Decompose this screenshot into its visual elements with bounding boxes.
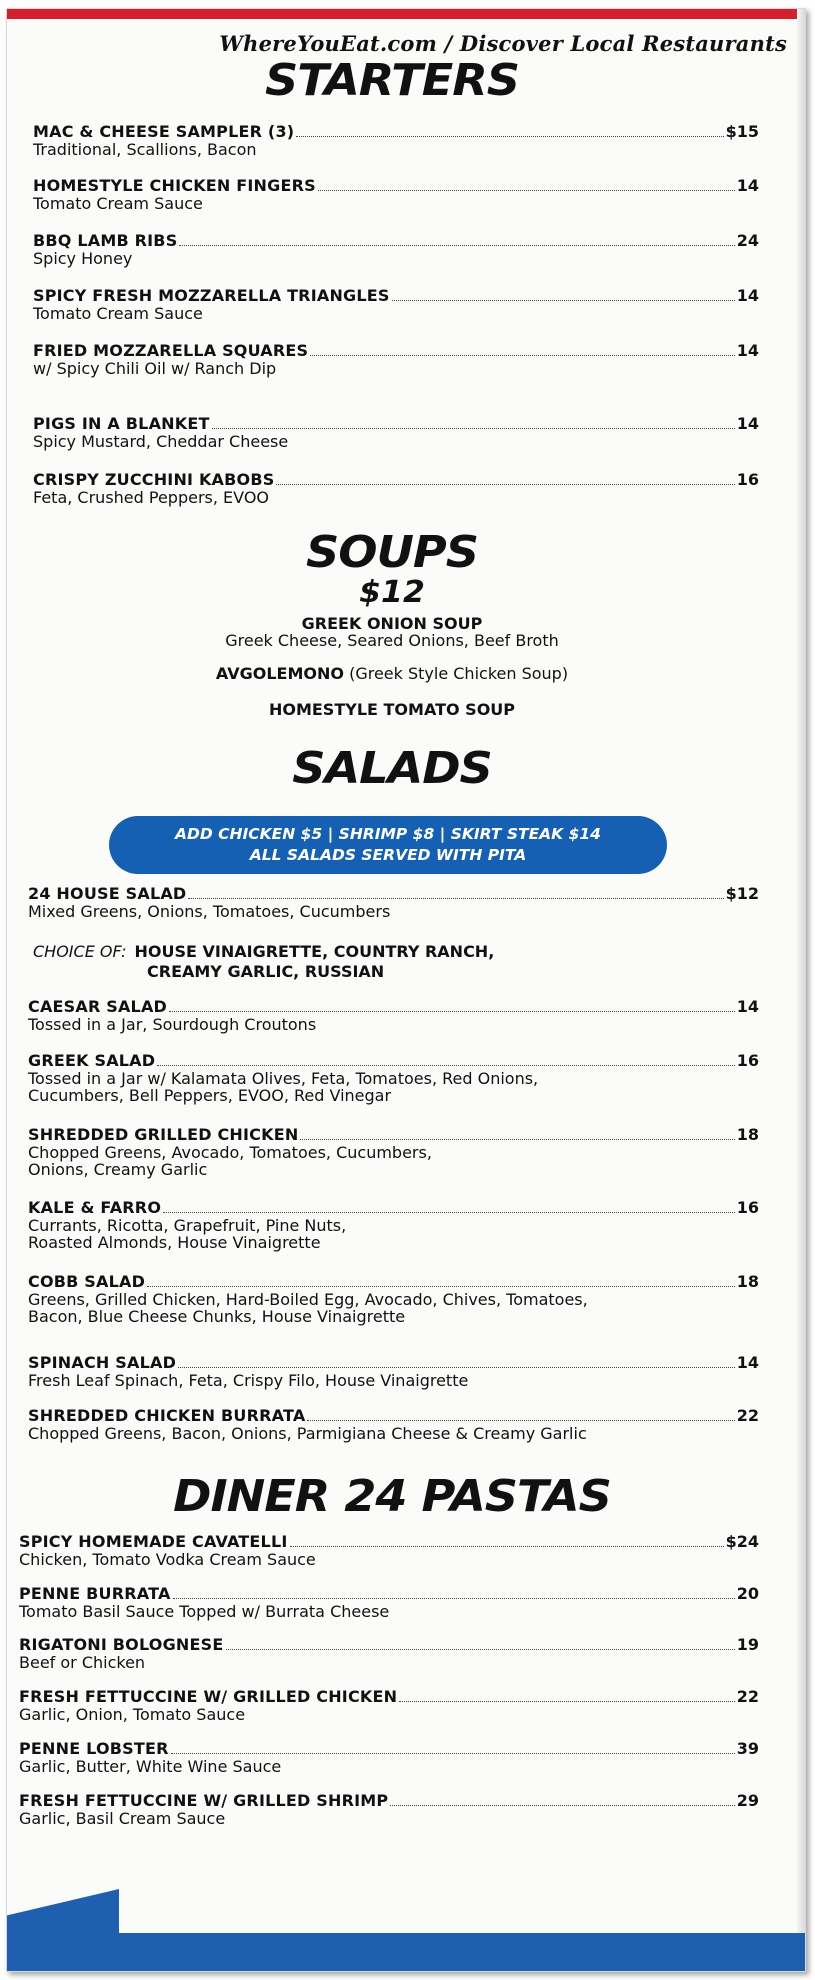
menu-item-description: Mixed Greens, Onions, Tomatoes, Cucumbers bbox=[28, 902, 391, 921]
menu-item bbox=[33, 177, 759, 212]
menu-item bbox=[19, 1636, 759, 1671]
dot-leader bbox=[157, 1065, 734, 1066]
menu-item-description: Tossed in a Jar, Sourdough Croutons bbox=[28, 1015, 317, 1034]
menu-item-price: 20 bbox=[736, 1584, 759, 1603]
menu-item bbox=[28, 885, 759, 920]
menu-item-description: Cucumbers, Bell Peppers, EVOO, Red Vinegar bbox=[28, 1086, 392, 1105]
menu-item-row bbox=[28, 1407, 759, 1425]
dot-leader bbox=[399, 1701, 735, 1702]
menu-item bbox=[19, 1740, 759, 1775]
menu-item bbox=[33, 232, 759, 267]
menu-item bbox=[19, 1688, 759, 1723]
menu-item-description: Roasted Almonds, House Vinaigrette bbox=[28, 1233, 321, 1252]
soup-greek-onion-name: GREEK ONION SOUP bbox=[301, 614, 483, 633]
menu-item-price: $12 bbox=[725, 884, 759, 903]
menu-item bbox=[19, 1792, 759, 1827]
menu-item-price: 19 bbox=[736, 1635, 759, 1654]
choice-line-2: CREAMY GARLIC, RUSSIAN bbox=[147, 962, 385, 981]
menu-item-row bbox=[33, 123, 759, 141]
menu-item-name: CAESAR SALAD bbox=[28, 997, 168, 1016]
dot-leader bbox=[307, 1420, 734, 1421]
menu-item bbox=[19, 1585, 759, 1620]
soup-greek-onion-desc: Greek Cheese, Seared Onions, Beef Broth bbox=[225, 631, 559, 650]
menu-item bbox=[28, 1354, 759, 1389]
soup-tomato-name: HOMESTYLE TOMATO SOUP bbox=[268, 700, 516, 719]
soup-avgolemono-desc: (Greek Style Chicken Soup) bbox=[349, 664, 569, 683]
menu-item-description: Tossed in a Jar w/ Kalamata Olives, Feta, Tomatoes, Red Onions, bbox=[28, 1069, 539, 1088]
menu-item-row bbox=[19, 1636, 759, 1654]
menu-item-price: 14 bbox=[736, 414, 759, 433]
menu-item-description: Spicy Mustard, Cheddar Cheese bbox=[33, 432, 289, 451]
menu-item-name: SHREDDED CHICKEN BURRATA bbox=[28, 1406, 306, 1425]
menu-item-name: KALE & FARRO bbox=[28, 1198, 162, 1217]
pastas-heading: DINER 24 PASTAS bbox=[173, 1471, 611, 1522]
dot-leader bbox=[188, 898, 723, 899]
menu-item-name: MAC & CHEESE SAMPLER (3) bbox=[33, 122, 295, 141]
menu-item-name: GREEK SALAD bbox=[28, 1051, 156, 1070]
menu-item-price: 16 bbox=[736, 1198, 759, 1217]
menu-item-name: FRESH FETTUCCINE W/ GRILLED SHRIMP bbox=[19, 1791, 389, 1810]
menu-item-description: Chopped Greens, Avocado, Tomatoes, Cucumbers, bbox=[28, 1143, 432, 1162]
menu-item-description: Garlic, Onion, Tomato Sauce bbox=[19, 1705, 246, 1724]
menu-item-description: Garlic, Basil Cream Sauce bbox=[19, 1809, 226, 1828]
menu-item-description: Bacon, Blue Cheese Chunks, House Vinaigrette bbox=[28, 1307, 406, 1326]
menu-item-row bbox=[33, 342, 759, 360]
menu-item-description: w/ Spicy Chili Oil w/ Ranch Dip bbox=[33, 359, 277, 378]
menu-item-price: 16 bbox=[736, 470, 759, 489]
menu-item bbox=[33, 415, 759, 450]
menu-item bbox=[28, 1199, 759, 1251]
menu-item-name: SHREDDED GRILLED CHICKEN bbox=[28, 1125, 299, 1144]
menu-item-name: FRESH FETTUCCINE W/ GRILLED CHICKEN bbox=[19, 1687, 398, 1706]
menu-item-price: 14 bbox=[736, 1353, 759, 1372]
menu-item bbox=[28, 1407, 759, 1442]
dot-leader bbox=[169, 1011, 735, 1012]
menu-item-description: Tomato Basil Sauce Topped w/ Burrata Cheese bbox=[19, 1602, 390, 1621]
menu-item-row bbox=[19, 1688, 759, 1706]
dot-leader bbox=[296, 136, 723, 137]
menu-item-price: 18 bbox=[736, 1272, 759, 1291]
menu-item-description: Greens, Grilled Chicken, Hard-Boiled Egg, Avocado, Chives, Tomatoes, bbox=[28, 1290, 588, 1309]
starters-heading: STARTERS bbox=[264, 55, 519, 106]
choice-line-1: HOUSE VINAIGRETTE, COUNTRY RANCH, bbox=[134, 942, 495, 961]
dot-leader bbox=[276, 484, 734, 485]
dot-leader bbox=[147, 1286, 735, 1287]
dot-leader bbox=[212, 428, 735, 429]
menu-item-description: Fresh Leaf Spinach, Feta, Crispy Filo, House Vinaigrette bbox=[28, 1371, 469, 1390]
dot-leader bbox=[163, 1212, 735, 1213]
menu-item-price: 39 bbox=[736, 1739, 759, 1758]
menu-item-name: RIGATONI BOLOGNESE bbox=[19, 1635, 224, 1654]
menu-item-row bbox=[33, 232, 759, 250]
menu-item-name: BBQ LAMB RIBS bbox=[33, 231, 178, 250]
dot-leader bbox=[171, 1753, 735, 1754]
menu-item-price: 22 bbox=[736, 1687, 759, 1706]
salads-addons-banner bbox=[109, 816, 667, 874]
choice-label: CHOICE OF: bbox=[33, 942, 127, 961]
menu-item-price: 24 bbox=[736, 231, 759, 250]
menu-item-price: 22 bbox=[736, 1406, 759, 1425]
menu-item bbox=[33, 342, 759, 377]
menu-item-price: 14 bbox=[736, 997, 759, 1016]
menu-item-row bbox=[19, 1533, 759, 1551]
page-edge-shadow bbox=[797, 9, 805, 1971]
menu-item bbox=[33, 471, 759, 506]
menu-item-description: Onions, Creamy Garlic bbox=[28, 1160, 208, 1179]
menu-item-description: Feta, Crushed Peppers, EVOO bbox=[33, 488, 269, 507]
soups-price: $12 bbox=[359, 575, 425, 610]
menu-item-price: $15 bbox=[725, 122, 759, 141]
menu-item bbox=[28, 998, 759, 1033]
menu-item-name: FRIED MOZZARELLA SQUARES bbox=[33, 341, 309, 360]
menu-item-row bbox=[33, 177, 759, 195]
site-watermark: WhereYouEat.com / Discover Local Restaurants bbox=[219, 31, 787, 56]
menu-item-row bbox=[19, 1740, 759, 1758]
menu-item-row bbox=[28, 1354, 759, 1372]
menu-item-row bbox=[28, 885, 759, 903]
bottom-blue-wedge bbox=[7, 1889, 119, 1933]
menu-item-description: Tomato Cream Sauce bbox=[33, 194, 203, 213]
banner-line-1: ADD CHICKEN $5 | SHRIMP $8 | SKIRT STEAK $14 bbox=[175, 825, 601, 843]
dot-leader bbox=[173, 1598, 735, 1599]
menu-item-name: COBB SALAD bbox=[28, 1272, 146, 1291]
menu-item-name: 24 HOUSE SALAD bbox=[28, 884, 187, 903]
top-red-stripe bbox=[7, 9, 805, 19]
menu-item-row bbox=[28, 1273, 759, 1291]
menu-item-name: HOMESTYLE CHICKEN FINGERS bbox=[33, 176, 316, 195]
menu-item-description: Tomato Cream Sauce bbox=[33, 304, 203, 323]
menu-item bbox=[28, 1126, 759, 1178]
menu-item bbox=[28, 1273, 759, 1325]
dot-leader bbox=[392, 300, 735, 301]
menu-item-price: 29 bbox=[736, 1791, 759, 1810]
banner-line-2: ALL SALADS SERVED WITH PITA bbox=[249, 846, 527, 864]
menu-item-row bbox=[28, 1126, 759, 1144]
menu-item-row bbox=[19, 1585, 759, 1603]
dot-leader bbox=[178, 1367, 735, 1368]
menu-item-description: Traditional, Scallions, Bacon bbox=[33, 140, 257, 159]
menu-item bbox=[33, 123, 759, 158]
menu-item bbox=[28, 1052, 759, 1104]
menu-item bbox=[33, 287, 759, 322]
menu-item-row bbox=[28, 1199, 759, 1217]
salads-heading: SALADS bbox=[292, 743, 492, 794]
menu-item-price: 16 bbox=[736, 1051, 759, 1070]
bottom-blue-stripe bbox=[7, 1933, 805, 1971]
menu-item-row bbox=[33, 471, 759, 489]
soup-avgolemono-name: AVGOLEMONO bbox=[215, 664, 344, 683]
menu-item-description: Currants, Ricotta, Grapefruit, Pine Nuts, bbox=[28, 1216, 347, 1235]
menu-item-price: 14 bbox=[736, 176, 759, 195]
menu-item-description: Garlic, Butter, White Wine Sauce bbox=[19, 1757, 282, 1776]
menu-item-row bbox=[19, 1792, 759, 1810]
dot-leader bbox=[226, 1649, 735, 1650]
menu-item-price: $24 bbox=[725, 1532, 759, 1551]
dressing-choice bbox=[33, 942, 494, 982]
menu-item-description: Chicken, Tomato Vodka Cream Sauce bbox=[19, 1550, 316, 1569]
soup-avgolemono bbox=[7, 665, 777, 683]
menu-item-description: Spicy Honey bbox=[33, 249, 133, 268]
dot-leader bbox=[300, 1139, 734, 1140]
menu-item-name: CRISPY ZUCCHINI KABOBS bbox=[33, 470, 275, 489]
dot-leader bbox=[179, 245, 734, 246]
menu-item bbox=[19, 1533, 759, 1568]
menu-item-name: SPICY FRESH MOZZARELLA TRIANGLES bbox=[33, 286, 390, 305]
dot-leader bbox=[290, 1546, 724, 1547]
menu-item-name: SPICY HOMEMADE CAVATELLI bbox=[19, 1532, 288, 1551]
dot-leader bbox=[318, 190, 735, 191]
menu-item-row bbox=[28, 998, 759, 1016]
menu-item-name: PIGS IN A BLANKET bbox=[33, 414, 210, 433]
menu-item-row bbox=[33, 287, 759, 305]
dot-leader bbox=[310, 355, 734, 356]
menu-item-price: 18 bbox=[736, 1125, 759, 1144]
menu-page bbox=[6, 8, 806, 1972]
menu-item-description: Beef or Chicken bbox=[19, 1653, 146, 1672]
menu-item-description: Chopped Greens, Bacon, Onions, Parmigiana Cheese & Creamy Garlic bbox=[28, 1424, 587, 1443]
menu-item-row bbox=[28, 1052, 759, 1070]
menu-item-price: 14 bbox=[736, 286, 759, 305]
menu-item-row bbox=[33, 415, 759, 433]
dot-leader bbox=[390, 1805, 734, 1806]
menu-item-price: 14 bbox=[736, 341, 759, 360]
soups-heading: SOUPS bbox=[306, 527, 478, 578]
menu-item-name: PENNE BURRATA bbox=[19, 1584, 171, 1603]
menu-item-name: SPINACH SALAD bbox=[28, 1353, 177, 1372]
menu-item-name: PENNE LOBSTER bbox=[19, 1739, 169, 1758]
